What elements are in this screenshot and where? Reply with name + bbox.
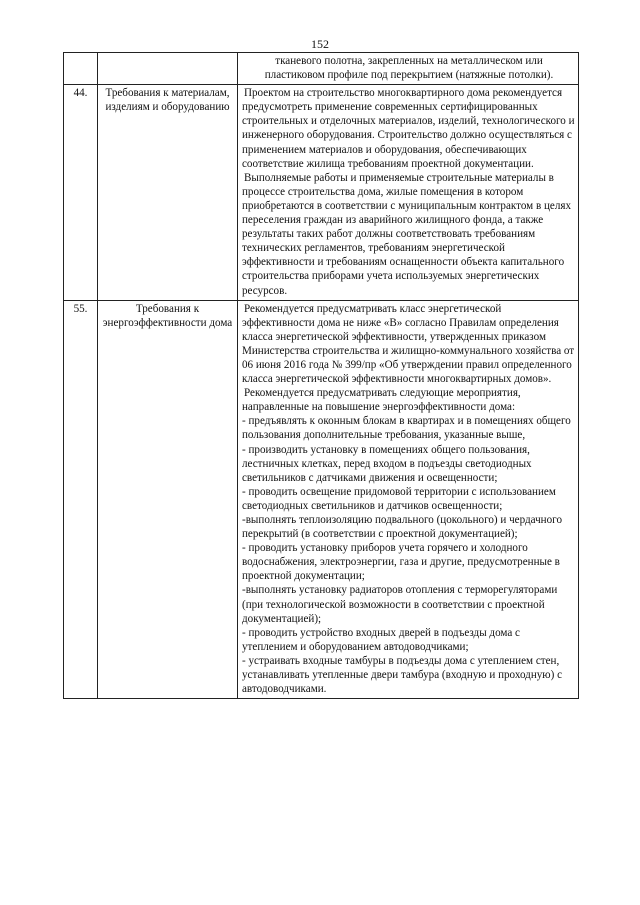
list-item: - проводить устройство входных дверей в подъезды дома с утеплением и оборудованием автодоводчиками;: [242, 626, 520, 653]
list-item: -выполнять теплоизоляцию подвального (цокольного) и чердачного перекрытий (в соответствии с проектной документацией);: [242, 514, 562, 541]
list-item: - проводить освещение придомовой территории с использованием светодиодных светильников и датчиков освещенности;: [242, 485, 556, 512]
list-item: - проводить установку приборов учета горячего и холодного водоснабжения, электроэнергии, газа и другие, предусмотренные в проектной документации;: [242, 542, 560, 583]
paragraph: Рекомендуется предусматривать класс энергетической эффективности дома не ниже «В» согласно Правилам определения класса энергетической эффективности, утвержденных приказом Министерства строительства и жилищно-коммунального хозяйства от 06 июня 2016 года № 399/пр «Об утверждении правил определенного класса энергетической эффективности многоквартирных домов».: [242, 302, 575, 386]
row-number: 55.: [64, 300, 98, 699]
row-title-cell: [98, 53, 238, 85]
list-item: -выполнять установку радиаторов отопления с терморегуляторами (при технологической возможности в соответствии с проектной документацией);: [242, 584, 558, 625]
list-item: - производить установку в помещениях общего пользования, лестничных клетках, перед входом в подъезды светодиодных светильников с датчиками движения и освещенности;: [242, 443, 532, 484]
paragraph: Проектом на строительство многоквартирного дома рекомендуется предусмотреть применение современных сертифицированных строительных и отделочных материалов, изделий, технологического и инженерного оборудования. Строительство должно осуществляться с применением материалов и оборудования, обеспечивающих соответствие жилища требованиям проектной документации.: [242, 87, 575, 170]
row-number-cell: [64, 53, 98, 85]
row-title: Требования к материалам, изделиям и оборудованию: [98, 85, 238, 300]
row-title: Требования к энергоэффективности дома: [98, 300, 238, 699]
page-number: 152: [311, 37, 329, 51]
row-content: [238, 300, 579, 699]
continuation-line: тканевого полотна, закрепленных на металлическом или: [275, 55, 543, 67]
continuation-line: пластиковом профиле под перекрытием (натяжные потолки).: [264, 69, 554, 82]
row-content: [238, 85, 579, 300]
row-content-cell: [238, 53, 579, 85]
paragraph: Выполняемые работы и применяемые строительные материалы в процессе строительства дома, жилые помещения в котором приобретаются в соответствии с муниципальным контрактом в целях переселения граждан из аварийного жилищного фонда, а также результаты таких работ должны соответствовать требованиям технических регламентов, требованиям энергетической эффективности и требованиям оснащенности объекта капитального строительства приборами учета используемых энергетических ресурсов.: [242, 171, 572, 297]
paragraph: Рекомендуется предусматривать следующие мероприятия, направленные на повышение энергоэффективности дома:: [242, 387, 521, 414]
table-row-55: [64, 300, 579, 699]
table-row-44: [64, 85, 579, 300]
table-row-continuation: [64, 53, 579, 85]
list-item: - устраивать входные тамбуры в подъезды дома с утеплением стен, устанавливать утепленные двери тамбура (входную и проходную) с автодоводчиками.: [242, 654, 562, 696]
list-item: - предъявлять к оконным блокам в квартирах и в помещениях общего пользования дополнительные требования, указанные выше,: [242, 415, 571, 442]
row-number: 44.: [64, 85, 98, 300]
requirements-table: [63, 52, 579, 699]
